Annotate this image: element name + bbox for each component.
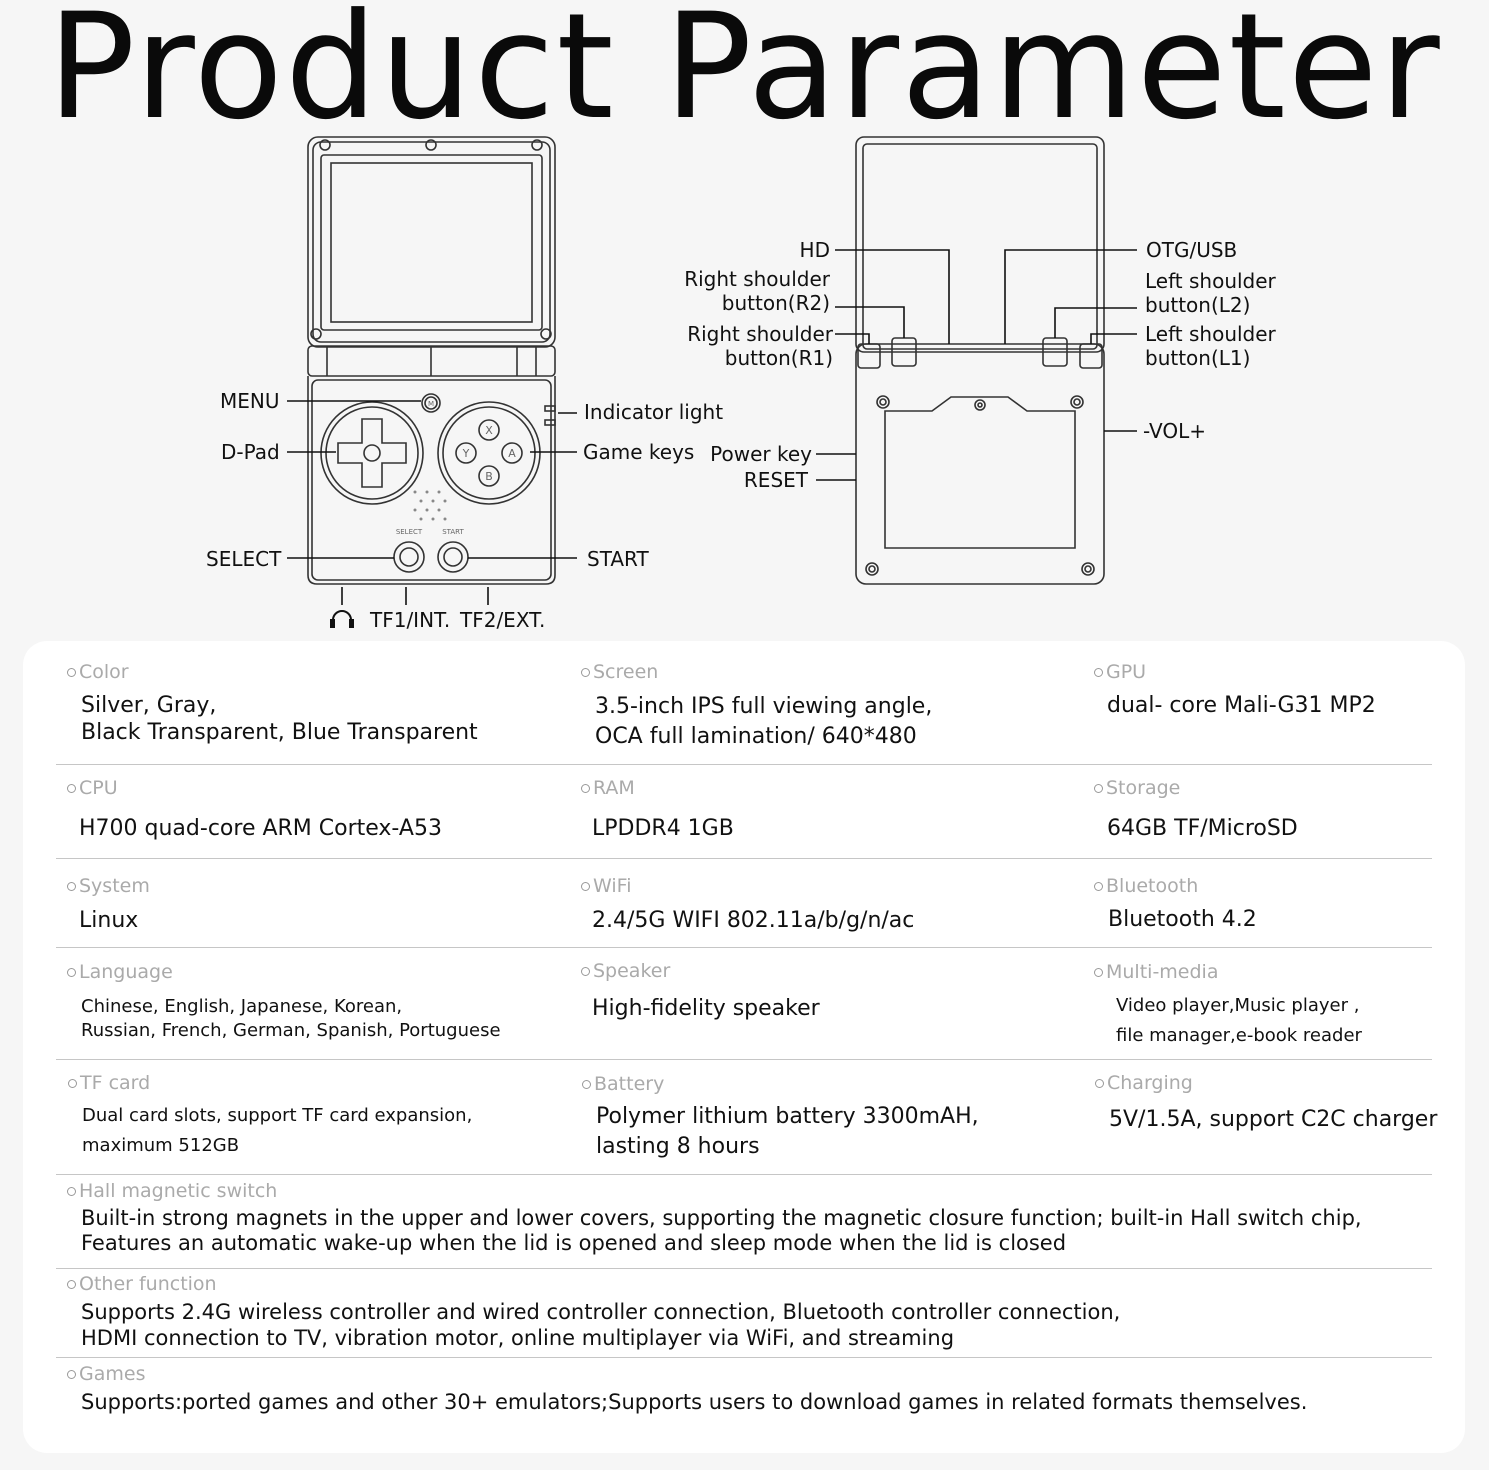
start-label: START: [587, 547, 649, 571]
spec-gpu: [1094, 661, 1146, 683]
spec-label: TF card: [80, 1072, 151, 1094]
spec-label: Games: [79, 1363, 146, 1385]
spec-value: High-fidelity speaker: [592, 996, 820, 1021]
bullet-icon: [67, 1280, 76, 1289]
spec-cpu: [67, 777, 118, 799]
r1-label: Right shoulder button(R1): [687, 322, 833, 370]
bullet-icon: [581, 784, 590, 793]
l1-label: Left shoulder button(L1): [1145, 322, 1276, 370]
spec-value: Bluetooth 4.2: [1108, 907, 1257, 932]
bullet-icon: [1094, 784, 1103, 793]
key-y-label: Y: [462, 447, 470, 460]
spec-value: dual- core Mali-G31 MP2: [1107, 693, 1376, 718]
spec-value: Chinese, English, Japanese, Korean, Russian, French, German, Spanish, Portuguese: [81, 996, 501, 1041]
divider: [56, 947, 1432, 948]
spec-label: Bluetooth: [1106, 875, 1199, 897]
bullet-icon: [67, 1187, 76, 1196]
vol-label: -VOL+: [1143, 419, 1207, 443]
power-key-label: Power key: [710, 442, 812, 466]
back-lid: [856, 137, 1104, 352]
spec-label: Storage: [1106, 777, 1181, 799]
divider: [56, 1059, 1432, 1060]
bullet-icon: [1094, 882, 1103, 891]
key-m-label: M: [427, 400, 435, 408]
spec-label: Hall magnetic switch: [79, 1180, 278, 1202]
spec-color: [67, 661, 129, 683]
bullet-icon: [582, 1080, 591, 1089]
bullet-icon: [67, 784, 76, 793]
divider: [56, 1174, 1432, 1175]
l2-label: Left shoulder button(L2): [1145, 269, 1276, 317]
front-hinge: [308, 346, 555, 376]
key-x-label: X: [485, 424, 493, 437]
select-small-label: SELECT: [395, 528, 423, 536]
spec-label: WiFi: [593, 875, 632, 897]
divider: [56, 858, 1432, 859]
spec-label: Other function: [79, 1273, 217, 1295]
spec-storage: [1094, 777, 1180, 799]
spec-battery: [582, 1073, 664, 1095]
spec-label: System: [79, 875, 150, 897]
spec-bluetooth: [1094, 875, 1198, 897]
spec-value: Built-in strong magnets in the upper and lower covers, supporting the magnetic closure function; built-in Hall switch chip, Features an automatic wake-up when the lid is opened and sleep mode when the lid is closed: [81, 1206, 1362, 1255]
spec-charging: [1095, 1072, 1193, 1094]
spec-ram: [581, 777, 635, 799]
spec-hall: [67, 1180, 277, 1202]
spec-value: 3.5-inch IPS full viewing angle, OCA full lamination/ 640*480: [595, 694, 933, 749]
key-a-label: A: [508, 447, 516, 460]
spec-games: [67, 1363, 145, 1385]
spec-label: Speaker: [593, 960, 671, 982]
dpad-label: D-Pad: [221, 440, 280, 464]
divider: [56, 1268, 1432, 1269]
spec-value: Video player,Music player , file manager,e-book reader: [1116, 995, 1362, 1046]
bullet-icon: [68, 1079, 77, 1088]
page-title: Product Parameter: [47, 0, 1442, 152]
bullet-icon: [67, 968, 76, 977]
r2-label: Right shoulder button(R2): [684, 267, 830, 315]
spec-value: Supports:ported games and other 30+ emulators;Supports users to download games in related formats themselves.: [81, 1390, 1308, 1414]
front-lid: [308, 137, 555, 347]
spec-value: LPDDR4 1GB: [592, 816, 734, 841]
spec-system: [67, 875, 150, 897]
select-label: SELECT: [206, 547, 282, 571]
spec-value: H700 quad-core ARM Cortex-A53: [79, 816, 442, 841]
spec-label: Language: [79, 961, 173, 983]
spec-value: Supports 2.4G wireless controller and wired controller connection, Bluetooth controller connection, HDMI connection to TV, vibration motor, online multiplayer via WiFi, and streaming: [81, 1300, 1121, 1350]
spec-label: CPU: [79, 777, 118, 799]
bullet-icon: [67, 882, 76, 891]
spec-label: Charging: [1107, 1072, 1193, 1094]
speaker-grill: [414, 491, 447, 521]
bullet-icon: [581, 882, 590, 891]
spec-speaker: [581, 960, 670, 982]
game-keys-label: Game keys: [583, 440, 695, 464]
spec-language: [67, 961, 173, 983]
spec-value: 2.4/5G WIFI 802.11a/b/g/n/ac: [592, 908, 915, 933]
spec-label: Screen: [593, 661, 659, 683]
bullet-icon: [67, 668, 76, 677]
spec-multimedia: [1094, 961, 1218, 983]
bullet-icon: [1095, 1079, 1104, 1088]
device-diagram: [0, 0, 1489, 640]
hd-label: HD: [799, 238, 830, 262]
divider: [56, 1357, 1432, 1358]
spec-label: Battery: [594, 1073, 665, 1095]
spec-value: Dual card slots, support TF card expansion, maximum 512GB: [82, 1105, 473, 1156]
spec-value: Silver, Gray, Black Transparent, Blue Transparent: [81, 693, 478, 745]
tf1-label: TF1/INT.: [370, 608, 451, 632]
spec-value: Linux: [79, 908, 139, 933]
spec-label: Color: [79, 661, 129, 683]
key-b-label: B: [485, 470, 493, 483]
tf2-label: TF2/EXT.: [460, 608, 546, 632]
spec-value: Polymer lithium battery 3300mAH, lasting 8 hours: [596, 1104, 979, 1159]
spec-value: 5V/1.5A, support C2C charger: [1109, 1107, 1438, 1132]
bullet-icon: [67, 1370, 76, 1379]
spec-label: Multi-media: [1106, 961, 1219, 983]
bullet-icon: [1094, 668, 1103, 677]
spec-wifi: [581, 875, 631, 897]
indicator-label: Indicator light: [584, 400, 724, 424]
bullet-icon: [581, 967, 590, 976]
spec-screen: [581, 661, 658, 683]
start-small-label: START: [442, 528, 464, 536]
bullet-icon: [1094, 968, 1103, 977]
reset-label: RESET: [743, 468, 808, 492]
divider: [56, 764, 1432, 765]
back-leaders: [816, 250, 1137, 480]
spec-label: GPU: [1106, 661, 1147, 683]
back-body: [856, 338, 1104, 584]
otg-label: OTG/USB: [1146, 238, 1238, 262]
bullet-icon: [581, 668, 590, 677]
menu-label: MENU: [220, 389, 280, 413]
headphone-icon: [331, 611, 353, 627]
spec-value: 64GB TF/MicroSD: [1107, 816, 1298, 841]
spec-label: RAM: [593, 777, 635, 799]
spec-tfcard: [68, 1072, 150, 1094]
spec-other: [67, 1273, 217, 1295]
